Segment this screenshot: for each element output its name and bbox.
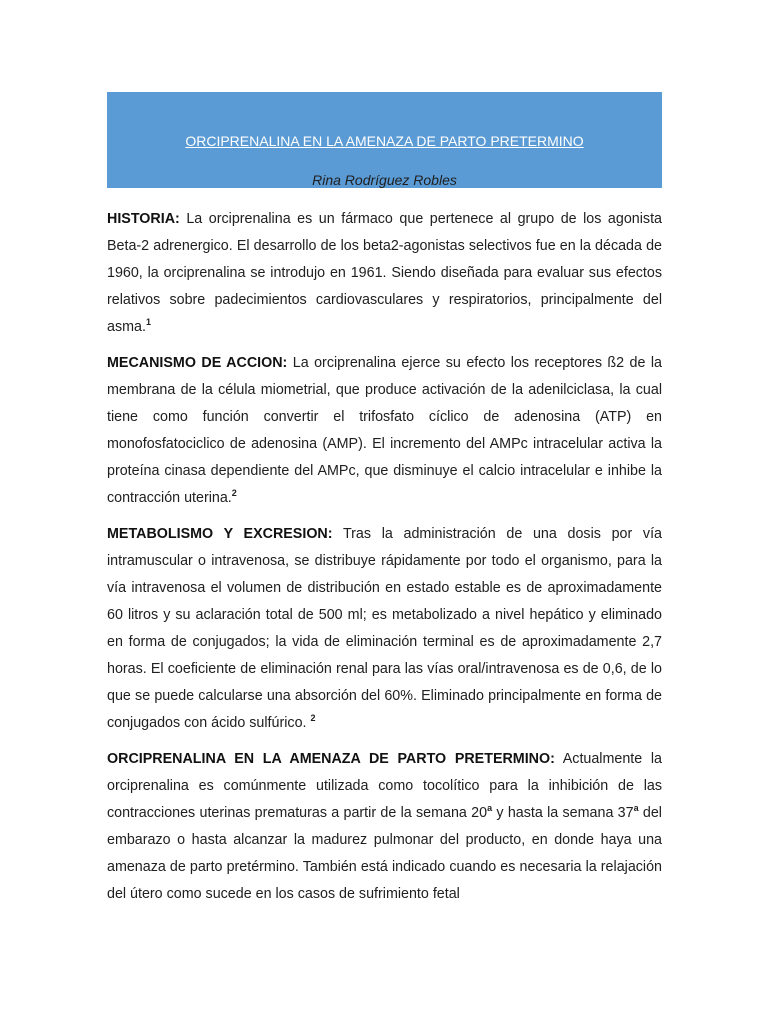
section-metabolismo <box>107 521 662 737</box>
document-body <box>107 206 662 917</box>
section-text: del embarazo o hasta alcanzar la madurez pulmonar del producto, en donde haya una amenaza de parto pretérmino. También está indicado cuando es necesaria la relajación del útero como sucede en los casos de sufrimiento fetal <box>107 805 662 902</box>
reference-marker: 2 <box>231 488 237 499</box>
section-heading: ORCIPRENALINA EN LA AMENAZA DE PARTO PRETERMINO: <box>107 751 555 767</box>
document-author: Rina Rodríguez Robles <box>312 172 457 188</box>
document-title: ORCIPRENALINA EN LA AMENAZA DE PARTO PRETERMINO <box>185 133 584 149</box>
section-mecanismo <box>107 350 662 512</box>
title-banner <box>107 92 662 188</box>
section-text: La orciprenalina es un fármaco que pertenece al grupo de los agonista Beta-2 adrenergico. El desarrollo de los beta2-agonistas selectivos fue en la década de 1960, la orciprenalina se introdujo en 1961. Siendo diseñada para evaluar sus efectos relativos sobre padecimientos cardiovasculares y respiratorios, principalmente del asma. <box>107 211 662 335</box>
section-heading: HISTORIA: <box>107 211 180 227</box>
section-text: La orciprenalina ejerce su efecto los receptores ß2 de la membrana de la célula miometrial, que produce activación de la adenilciclasa, la cual tiene como función convertir el trifosfato cíclico de adenosina (ATP) en monofosfatociclico de adenosina (AMP). El incremento del AMPc intracelular activa la proteína cinasa dependiente del AMPc, que disminuye el calcio intracelular e inhibe la contracción uterina. <box>107 355 662 506</box>
section-historia <box>107 206 662 341</box>
section-amenaza-parto <box>107 746 662 908</box>
section-text: Actualmente la orciprenalina es comúnmente utilizada como tocolítico para la inhibición de las contracciones uterinas prematuras a partir de la semana 20 <box>107 751 662 821</box>
section-text: y hasta la semana 37 <box>492 805 634 821</box>
section-heading: MECANISMO DE ACCION: <box>107 355 288 371</box>
ordinal-marker: a <box>633 803 639 814</box>
section-heading: METABOLISMO Y EXCRESION: <box>107 526 333 542</box>
reference-marker: 2 <box>310 713 316 724</box>
section-text: Tras la administración de una dosis por vía intramuscular o intravenosa, se distribuye rápidamente por todo el organismo, para la vía intravenosa el volumen de distribución en estado estable es de aproximadamente 60 litros y su aclaración total de 500 ml; es metabolizado a nivel hepático y eliminado en forma de conjugados; la vida de eliminación terminal es de aproximadamente 2,7 horas. El coeficiente de eliminación renal para las vías oral/intravenosa es de 0,6, de lo que se puede calcularse una absorción del 60%. Eliminado principalmente en forma de conjugados con ácido sulfúrico. <box>107 526 662 731</box>
reference-marker: 1 <box>145 317 151 328</box>
ordinal-marker: a <box>487 803 493 814</box>
